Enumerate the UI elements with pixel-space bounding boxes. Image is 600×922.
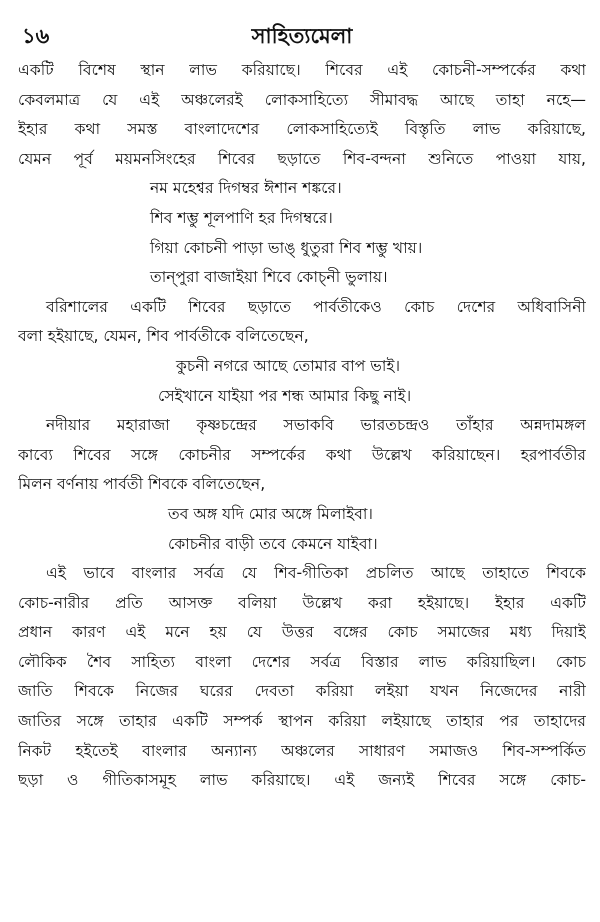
verse-line: গিয়া কোচনী পাড়া ভাঙ্ ধুতুরা শিব শম্ভু খায়। (150, 238, 423, 257)
running-title: সাহিত্যমেলা (251, 24, 353, 48)
verse-line: নম মহেশ্বর দিগম্বর ঈশান শঙ্করে। (150, 179, 342, 198)
verse-line: কুচনী নগরে আছে তোমার বাপ ভাই। (176, 356, 401, 375)
text-line: মিলন বর্ণনায় পার্বতী শিবকে বলিতেছেন, (18, 475, 266, 494)
text-line: যেমন পূর্ব ময়মনসিংহের শিবের ছড়াতে শিব-বন্দনা শুনিতে পাওয়া যায়, (18, 149, 586, 168)
text-line: জাতির সঙ্গে তাহার একটি সম্পর্ক স্থাপন করিয়া লইয়াছে তাহার পর তাহাদের (18, 712, 586, 731)
text-line: লৌকিক শৈব সাহিত্য বাংলা দেশের সর্বত্র বিস্তার লাভ করিয়াছিল। কোচ (18, 652, 586, 671)
verse-line: সেইখানে যাইয়া পর শন্ধ আমার কিছু নাই। (158, 386, 412, 405)
text-line: ছড়া ও গীতিকাসমূহ লাভ করিয়াছে। এই জন্যই শিবের সঙ্গে কোচ- (18, 771, 586, 790)
page-header (18, 16, 586, 56)
text-line: নিকট হইতেই বাংলার অন্যান্য অঞ্চলের সাধারণ সমাজও শিব-সম্পর্কিত (18, 741, 586, 760)
verse-line: কোচনীর বাড়ী তবে কেমনে যাইবা। (168, 534, 378, 553)
text-line: একটি বিশেষ স্থান লাভ করিয়াছে। শিবের এই কোচনী-সম্পর্কের কথা (18, 61, 586, 79)
text-line: বলা হইয়াছে, যেমন, শিব পার্বতীকে বলিতেছেন, (18, 327, 309, 346)
text-line: কেবলমাত্র যে এই অঞ্চলেরই লোকসাহিত্যে সীমাবদ্ধ আছে তাহা নহে— (18, 90, 586, 109)
text-line: কোচ-নারীর প্রতি আসক্ত বলিয়া উল্লেখ করা হইয়াছে। ইহার একটি (18, 593, 586, 612)
text-line: ইহার কথা সমস্ত বাংলাদেশের লোকসাহিত্যেই বিস্তৃতি লাভ করিয়াছে, (18, 120, 586, 139)
paragraph-first-line: নদীয়ার মহারাজা কৃষ্ণচন্দ্রের সভাকবি ভারতচন্দ্রও তাঁহার অন্নদামঙ্গল (46, 416, 586, 435)
text-line: কাব্যে শিবের সঙ্গে কোচনীর সম্পর্কের কথা উল্লেখ করিয়াছেন। হরপার্বতীর (18, 445, 586, 464)
paragraph-first-line: বরিশালের একটি শিবের ছড়াতে পার্বতীকেও কোচ দেশের অধিবাসিনী (46, 297, 586, 316)
text-line: প্রধান কারণ এই মনে হয় যে উত্তর বঙ্গের কোচ সমাজের মধ্য দিয়াই (18, 623, 586, 642)
verse-line: তান্‌পুরা বাজাইয়া শিবে কোচ্‌নী ভুলায়। (150, 268, 388, 287)
text-line: জাতি শিবকে নিজের ঘরের দেবতা করিয়া লইয়া যখন নিজেদের নারী (18, 682, 586, 701)
page-number: ১৬ (22, 24, 50, 48)
page-body (18, 56, 586, 796)
verse-line: তব অঙ্গ যদি মোর অঙ্গে মিলাইবা। (168, 504, 373, 523)
verse-line: শিব শম্ভু শূলপাণি হর দিগম্বরে। (150, 208, 333, 227)
paragraph-first-line: এই ভাবে বাংলার সর্বত্র যে শিব-গীতিকা প্রচলিত আছে তাহাতে শিবকে (46, 564, 586, 583)
